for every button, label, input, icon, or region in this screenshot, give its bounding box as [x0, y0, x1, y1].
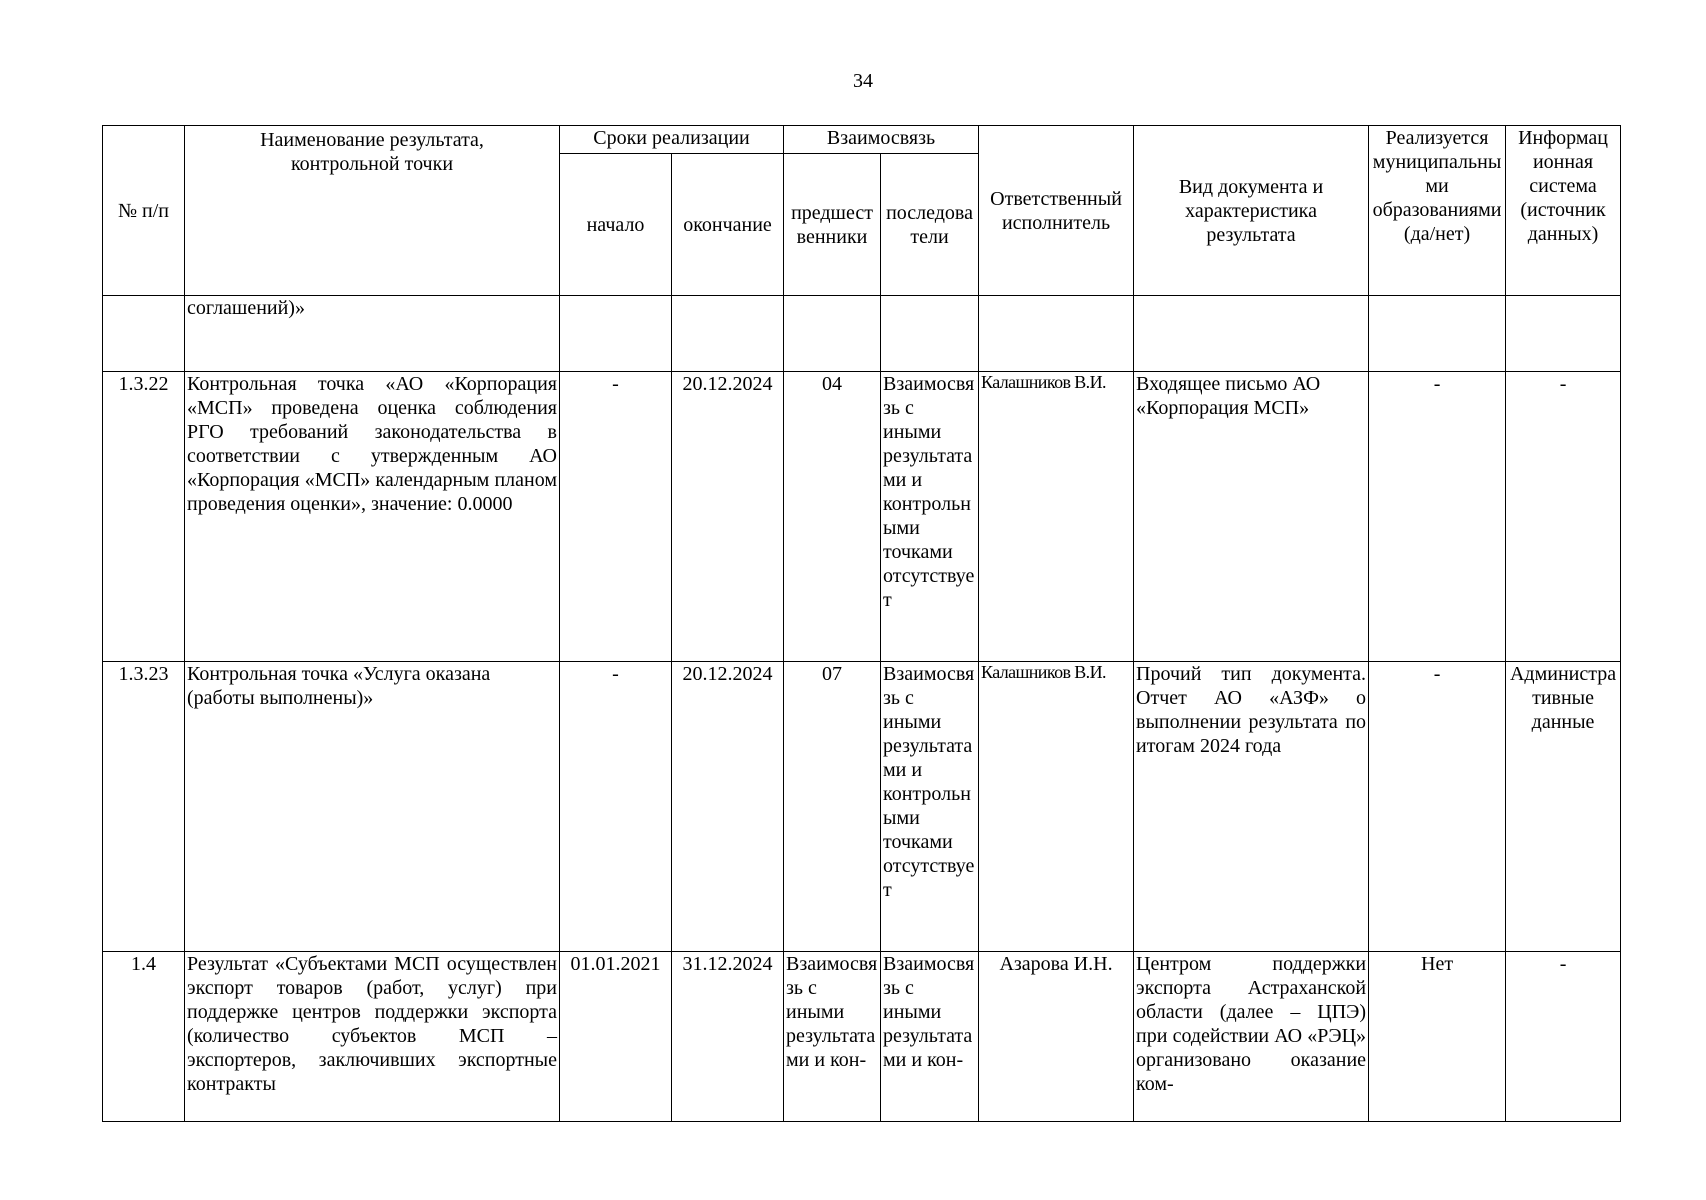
header-name: Наименование результата, контрольной точки — [185, 126, 560, 296]
table-row — [103, 952, 1621, 1122]
row-end: 31.12.2024 — [672, 952, 784, 1122]
row-responsible: Азарова И.Н. — [979, 952, 1134, 1122]
row-predecessors: Взаимосвязь с иными результатами и кон- — [784, 952, 881, 1122]
row-name: Контрольная точка «АО «Корпорация «МСП» проведена оценка соблюдения РГО требований законодательства в соответствии с утвержденным АО «Корпорация «МСП» календарным планом проведения оценки», значение: 0.0000 — [185, 372, 560, 662]
row-predecessors — [784, 296, 881, 372]
row-municipal: Нет — [1369, 952, 1506, 1122]
row-responsible — [979, 296, 1134, 372]
row-predecessors: 07 — [784, 662, 881, 952]
page-number: 34 — [853, 70, 873, 92]
header-end: окончание — [672, 154, 784, 296]
row-name: соглашений)» — [185, 296, 560, 372]
row-start — [560, 296, 672, 372]
row-num — [103, 296, 185, 372]
row-start: - — [560, 372, 672, 662]
row-num: 1.3.22 — [103, 372, 185, 662]
row-info-system: - — [1506, 952, 1621, 1122]
row-municipal — [1369, 296, 1506, 372]
row-end: 20.12.2024 — [672, 662, 784, 952]
row-responsible: Калашников В.И. — [979, 662, 1134, 952]
header-document: Вид документа и характеристика результата — [1134, 126, 1369, 296]
header-info-system: Информационная система (источник данных) — [1506, 126, 1621, 296]
row-document: Входящее письмо АО «Корпорация МСП» — [1134, 372, 1369, 662]
table-row — [103, 372, 1621, 662]
row-document: Прочий тип документа. Отчет АО «АЗФ» о выполнении результата по итогам 2024 года — [1134, 662, 1369, 952]
row-successors — [881, 296, 979, 372]
row-successors: Взаимосвязь с иными результатами и контрольными точками отсутствует — [881, 372, 979, 662]
row-start: 01.01.2021 — [560, 952, 672, 1122]
header-predecessors: предшественники — [784, 154, 881, 296]
header-num: № п/п — [103, 126, 185, 296]
row-end — [672, 296, 784, 372]
row-end: 20.12.2024 — [672, 372, 784, 662]
row-responsible: Калашников В.И. — [979, 372, 1134, 662]
row-successors: Взаимосвязь с иными результатами и кон- — [881, 952, 979, 1122]
row-name: Результат «Субъектами МСП осуществлен экспорт товаров (работ, услуг) при поддержке центров поддержки экспорта (количество субъектов МСП – экспортеров, заключивших экспортные контракты — [185, 952, 560, 1122]
row-municipal: - — [1369, 662, 1506, 952]
results-table — [102, 125, 1621, 1122]
row-info-system: Административные данные — [1506, 662, 1621, 952]
header-link: Взаимосвязь — [784, 126, 979, 154]
table-row — [103, 662, 1621, 952]
row-document: Центром поддержки экспорта Астраханской области (далее – ЦПЭ) при содействии АО «РЭЦ» организовано оказание ком- — [1134, 952, 1369, 1122]
row-info-system: - — [1506, 372, 1621, 662]
row-predecessors: 04 — [784, 372, 881, 662]
header-terms: Сроки реализации — [560, 126, 784, 154]
table-row — [103, 296, 1621, 372]
header-successors: последователи — [881, 154, 979, 296]
row-successors: Взаимосвязь с иными результатами и контрольными точками отсутствует — [881, 662, 979, 952]
header-municipal: Реализуется муниципальными образованиями (да/нет) — [1369, 126, 1506, 296]
row-info-system — [1506, 296, 1621, 372]
row-start: - — [560, 662, 672, 952]
row-municipal: - — [1369, 372, 1506, 662]
row-num: 1.3.23 — [103, 662, 185, 952]
row-name: Контрольная точка «Услуга оказана (работы выполнены)» — [185, 662, 560, 952]
header-responsible: Ответственный исполнитель — [979, 126, 1134, 296]
row-num: 1.4 — [103, 952, 185, 1122]
row-document — [1134, 296, 1369, 372]
header-start: начало — [560, 154, 672, 296]
